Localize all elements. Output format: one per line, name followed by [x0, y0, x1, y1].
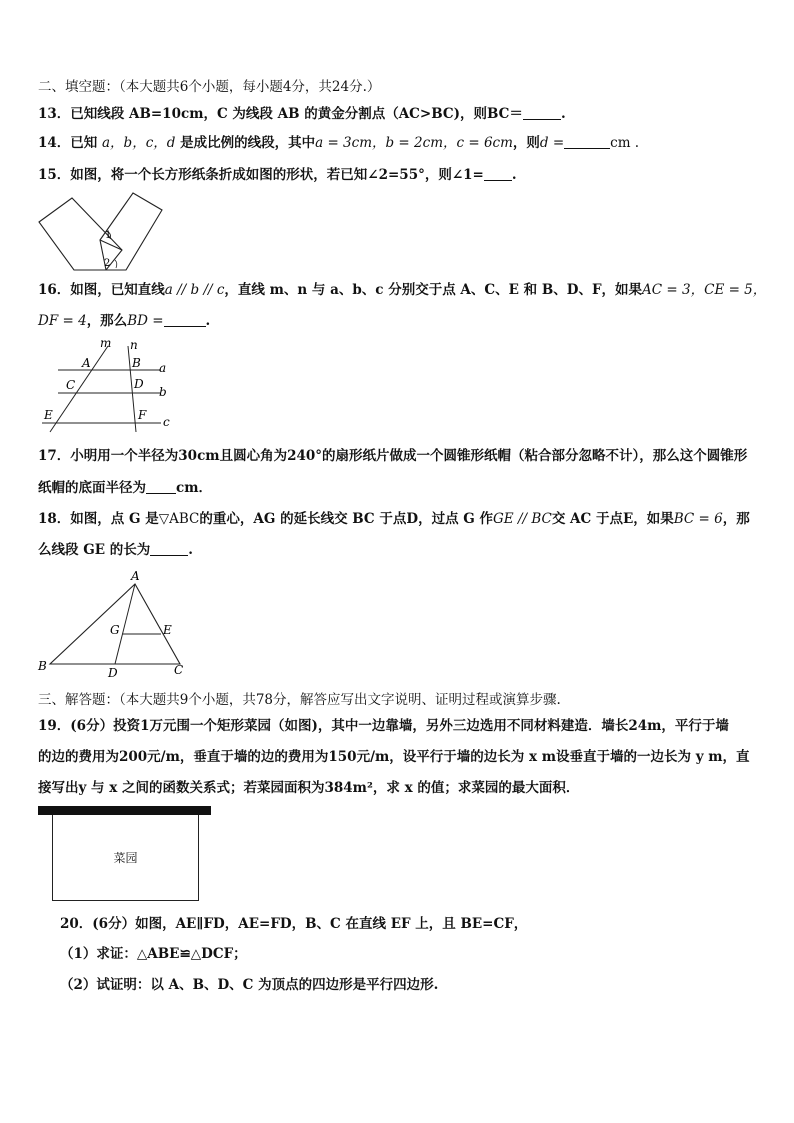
- angle-2-label: 2: [104, 258, 111, 269]
- question-18-tail: ，那: [722, 511, 750, 527]
- label-B: B: [38, 659, 47, 673]
- question-14-mid: 是成比例的线段，其中: [180, 135, 316, 151]
- question-18-text-2: 么线段 GE 的长为: [38, 542, 151, 558]
- question-18-mid: 的重心，AG 的延长线交 BC 于点D，过点 G 作: [199, 511, 494, 527]
- label-C: C: [66, 378, 76, 392]
- label-G: G: [110, 623, 120, 637]
- label-A: A: [131, 569, 140, 583]
- question-15: [38, 165, 758, 185]
- question-17-line1: [38, 446, 758, 466]
- section-2-title: 二、填空题：（本大题共6个小题，每小题4分，共24分.）: [38, 79, 381, 95]
- answer-blank-16[interactable]: [164, 312, 206, 327]
- answer-blank-14[interactable]: [564, 134, 610, 149]
- question-18-bc: BC = 6: [673, 511, 723, 527]
- label-b: b: [159, 385, 167, 399]
- question-16-end: .: [205, 313, 211, 329]
- question-18-line2: [38, 540, 758, 560]
- answer-blank-15[interactable]: [484, 166, 512, 181]
- question-14-vars: a，b，c，d: [102, 135, 176, 151]
- triangle-centroid-figure: [36, 568, 186, 680]
- question-18-triangle: ▽ABC: [158, 511, 200, 527]
- label-D: D: [108, 666, 118, 680]
- line-m: [50, 346, 108, 432]
- label-m: m: [100, 336, 112, 350]
- question-18-line1: [38, 509, 758, 529]
- label-E: E: [44, 408, 53, 422]
- parallel-lines-figure: [36, 334, 176, 432]
- question-20-part2: [60, 975, 780, 995]
- question-14-values: a = 3cm，b = 2cm，c = 6cm: [315, 135, 513, 151]
- question-14-lead: 14．已知: [38, 135, 98, 151]
- question-16-mid: ，直线 m、n 与 a、b、c 分别交于点 A、C、E 和 B、D、F，如果: [224, 282, 643, 298]
- label-D: D: [134, 377, 144, 391]
- folded-strip-figure: [36, 190, 166, 272]
- question-18-lead: 18．如图，点 G 是: [38, 511, 159, 527]
- question-16-df: DF = 4: [38, 313, 87, 329]
- question-19-text-3: 接写出y 与 x 之间的函数关系式；若菜园面积为384m²，求 x 的值；求菜园的最大面积．: [38, 780, 580, 796]
- question-19-text-2: 的边的费用为200元/m，垂直于墙的边的费用为150元/m，设平行于墙的边长为 x m设垂直于墙的一边长为 y m，直: [38, 749, 750, 765]
- angle-2-arc: [115, 260, 117, 268]
- question-16-line2: [38, 311, 758, 331]
- wall-bar: [38, 806, 211, 815]
- question-17-text: 17．小明用一个半径为30cm且圆心角为240°的扇形纸片做成一个圆锥形纸帽（粘合部分忽略不计），那么这个圆锥形: [38, 448, 748, 464]
- question-18-ge-parallel: GE // BC: [493, 511, 552, 527]
- question-17-line2: [38, 478, 758, 498]
- question-19-text-1: 19．(6分）投资1万元围一个矩形菜园（如图)，其中一边靠墙，另外三边选用不同材料建造．墙长24m，平行于墙: [38, 718, 729, 734]
- question-18-end: .: [188, 542, 193, 558]
- question-17-text-2: 纸帽的底面半径为: [38, 480, 146, 496]
- label-n: n: [130, 338, 138, 352]
- question-20-text: 20．(6分）如图，AE∥FD，AE=FD，B、C 在直线 EF 上，且 BE=CF，: [60, 916, 528, 932]
- question-16-parallel: a // b // c: [164, 282, 225, 298]
- garden-label: 菜园: [113, 851, 138, 865]
- question-14-unit: cm .: [610, 135, 640, 151]
- question-15-text: 15．如图，将一个长方形纸条折成如图的形状，若已知∠2=55°，则∠1=: [38, 167, 484, 183]
- garden-rectangle: [52, 815, 199, 901]
- label-A: A: [82, 356, 91, 370]
- label-c: c: [163, 415, 170, 429]
- question-18-mid-2: 交 AC 于点E，如果: [551, 511, 674, 527]
- answer-blank-18[interactable]: [150, 541, 188, 556]
- question-14-then: ，则: [512, 135, 540, 151]
- section-2-heading: [38, 77, 758, 97]
- question-17-unit: cm．: [176, 480, 213, 496]
- question-16-line1: [38, 280, 767, 300]
- answer-blank-17[interactable]: [146, 479, 176, 494]
- question-20-part1: [60, 944, 780, 964]
- angle-1-label: 1: [105, 230, 112, 241]
- section-3-title: 三、解答题：（本大题共9个小题，共78分，解答应写出文字说明、证明过程或演算步骤.: [38, 692, 561, 708]
- question-20-part2-text: （2）试证明：以 A、B、D、C 为顶点的四边形是平行四边形.: [60, 977, 439, 993]
- question-15-end: .: [511, 167, 517, 183]
- label-B: B: [132, 356, 141, 370]
- question-13-end: .: [560, 106, 566, 122]
- label-F: F: [138, 408, 147, 422]
- fold-crease: [100, 240, 122, 250]
- question-19-line3: [38, 778, 758, 798]
- question-19-line2: [38, 747, 758, 767]
- question-16-then: ，那么: [86, 313, 128, 329]
- question-16-values: AC = 3，CE = 5，: [642, 282, 767, 298]
- question-16-lead: 16．如图，已知直线: [38, 282, 165, 298]
- question-13-text: 13．已知线段 AB=10cm，C 为线段 AB 的黄金分割点（AC>BC)，则BC＝: [38, 106, 523, 122]
- question-20-part1-text: （1）求证：△ABE≌△DCF；: [60, 946, 247, 962]
- question-14: [38, 133, 758, 153]
- answer-blank-13[interactable]: [523, 105, 561, 120]
- label-a: a: [159, 361, 167, 375]
- section-3-heading: [38, 690, 758, 710]
- label-C: C: [174, 663, 184, 677]
- question-14-d: d =: [539, 135, 565, 151]
- question-19-line1: [38, 716, 758, 736]
- question-16-bd: BD =: [127, 313, 164, 329]
- label-E: E: [163, 623, 172, 637]
- question-20-line1: [60, 914, 780, 934]
- question-13: [38, 104, 758, 124]
